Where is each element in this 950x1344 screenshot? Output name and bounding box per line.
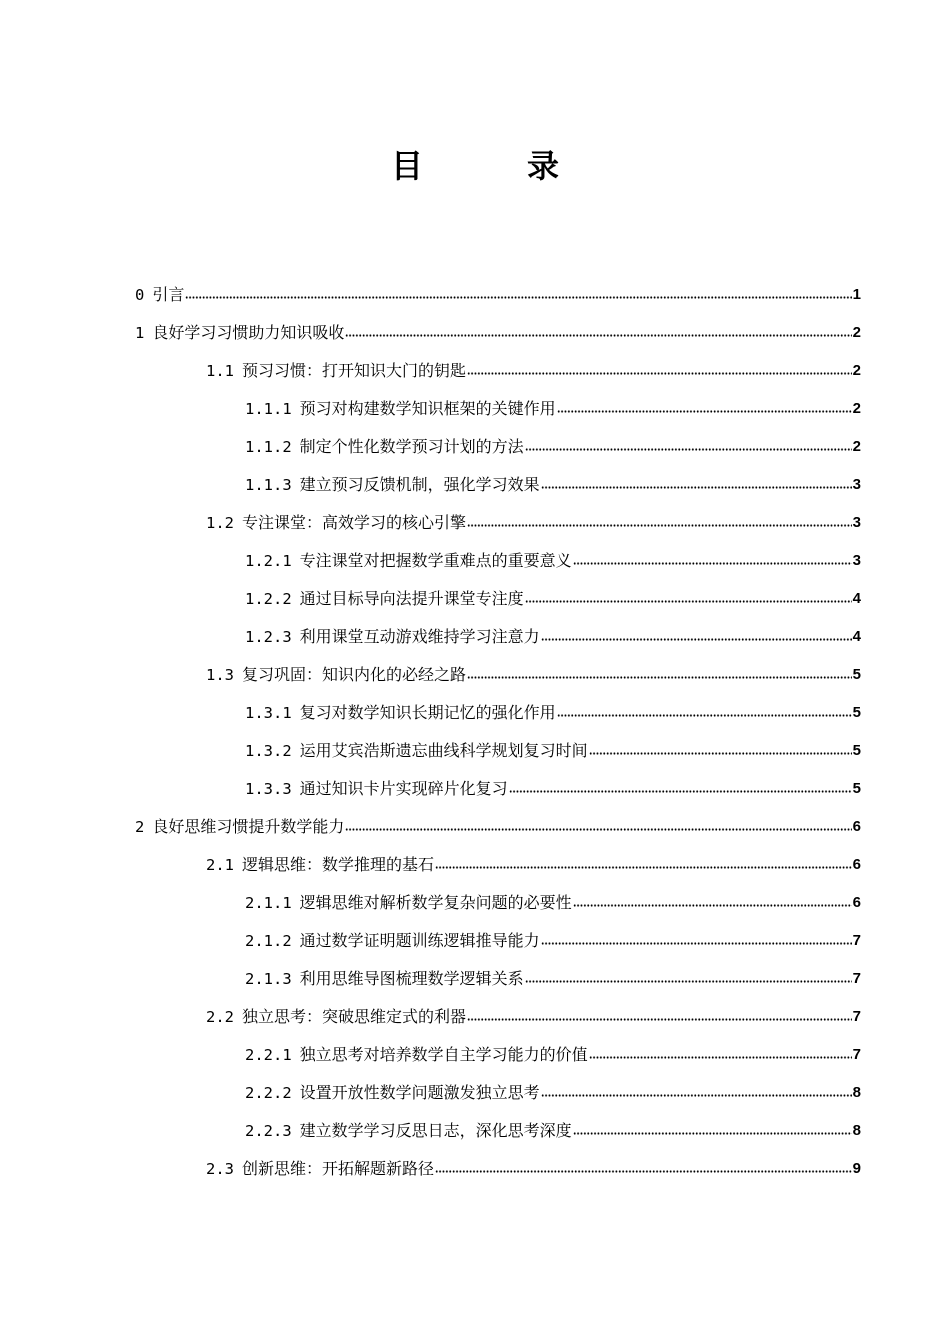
- toc-entry-title: 建立数学学习反思日志，深化思考深度: [299, 1121, 572, 1140]
- toc-entry-page: 6: [852, 856, 861, 873]
- dot-leader: [573, 904, 852, 907]
- toc-entry[interactable]: [206, 352, 861, 390]
- dot-leader: [435, 1170, 852, 1173]
- toc-entry-title: 良好学习习惯助力知识吸收: [152, 323, 345, 342]
- dot-leader: [589, 752, 852, 755]
- dot-leader: [541, 486, 852, 489]
- dot-leader: [467, 524, 852, 527]
- toc-entry-number: 1.2.2: [245, 590, 292, 608]
- toc-entry-title: 复习巩固：知识内化的必经之路: [242, 665, 467, 684]
- toc-entry-number: 1.1.1: [245, 400, 292, 418]
- toc-entry-page: 6: [852, 818, 861, 835]
- toc-entry-number: 1.3.3: [245, 780, 292, 798]
- toc-entry-number: 2.2.2: [245, 1084, 292, 1102]
- toc-entry-title: 制定个性化数学预习计划的方法: [299, 437, 524, 456]
- toc-entry[interactable]: [135, 276, 861, 314]
- toc-entry-title: 引言: [152, 285, 185, 304]
- toc-entry-number: 1.2: [206, 514, 234, 532]
- toc-entry-title: 专注课堂对把握数学重难点的重要意义: [299, 551, 572, 570]
- toc-entry-page: 2: [852, 362, 861, 379]
- toc-entry[interactable]: [245, 1112, 861, 1150]
- dot-leader: [525, 600, 852, 603]
- toc-entry-title: 良好思维习惯提升数学能力: [152, 817, 345, 836]
- toc-entry-page: 2: [852, 400, 861, 417]
- toc-entry[interactable]: [245, 1074, 861, 1112]
- toc-entry-title: 专注课堂：高效学习的核心引擎: [242, 513, 467, 532]
- toc-entry-number: 0: [135, 286, 145, 304]
- toc-entry-number: 1.1: [206, 362, 234, 380]
- toc-entry-page: 5: [852, 742, 861, 759]
- toc-entry[interactable]: [245, 428, 861, 466]
- toc-entry-page: 2: [852, 438, 861, 455]
- toc-entry-title: 运用艾宾浩斯遗忘曲线科学规划复习时间: [299, 741, 588, 760]
- toc-entry-number: 2.2.3: [245, 1122, 292, 1140]
- toc-entry-title: 建立预习反馈机制，强化学习效果: [299, 475, 540, 494]
- toc-entry-number: 2: [135, 818, 145, 836]
- toc-entry-number: 1.1.3: [245, 476, 292, 494]
- dot-leader: [345, 828, 851, 831]
- toc-entry-number: 2.3: [206, 1160, 234, 1178]
- toc-entry-title: 通过数学证明题训练逻辑推导能力: [299, 931, 540, 950]
- toc-entry-title: 逻辑思维对解析数学复杂问题的必要性: [299, 893, 572, 912]
- toc-entry-page: 5: [852, 704, 861, 721]
- toc-entry-page: 3: [852, 552, 861, 569]
- dot-leader: [467, 676, 852, 679]
- toc-entry-number: 2.2.1: [245, 1046, 292, 1064]
- toc-entry[interactable]: [206, 846, 861, 884]
- toc-entry-title: 预习对构建数学知识框架的关键作用: [299, 399, 556, 418]
- toc-entry[interactable]: [245, 732, 861, 770]
- toc-entry-page: 8: [852, 1122, 861, 1139]
- toc-entry-title: 通过目标导向法提升课堂专注度: [299, 589, 524, 608]
- toc-entry-number: 1.2.3: [245, 628, 292, 646]
- toc-entry[interactable]: [245, 922, 861, 960]
- toc-entry-page: 8: [852, 1084, 861, 1101]
- toc-entry-number: 2.1: [206, 856, 234, 874]
- toc-entry-page: 6: [852, 894, 861, 911]
- toc-entry-number: 1.3: [206, 666, 234, 684]
- toc-entry-page: 7: [852, 970, 861, 987]
- toc-entry-page: 5: [852, 666, 861, 683]
- toc-entry-title: 预习习惯：打开知识大门的钥匙: [242, 361, 467, 380]
- toc-entry-page: 4: [852, 628, 861, 645]
- toc-entry-number: 1.2.1: [245, 552, 292, 570]
- dot-leader: [541, 942, 852, 945]
- toc-entry-page: 5: [852, 780, 861, 797]
- toc-entry-title: 利用思维导图梳理数学逻辑关系: [299, 969, 524, 988]
- toc-entry[interactable]: [135, 808, 861, 846]
- toc-entry[interactable]: [206, 1150, 861, 1188]
- toc-entry-page: 3: [852, 476, 861, 493]
- toc-entry-page: 3: [852, 514, 861, 531]
- toc-entry[interactable]: [245, 1036, 861, 1074]
- toc-entry-page: 1: [852, 286, 861, 303]
- dot-leader: [557, 714, 852, 717]
- toc-entry-title: 逻辑思维：数学推理的基石: [242, 855, 435, 874]
- toc-entry-number: 2.1.3: [245, 970, 292, 988]
- toc-entry-page: 9: [852, 1160, 861, 1177]
- dot-leader: [467, 372, 852, 375]
- dot-leader: [467, 1018, 852, 1021]
- toc-entry-number: 1.3.1: [245, 704, 292, 722]
- toc-entry-number: 2.1.1: [245, 894, 292, 912]
- toc-entry-title: 创新思维：开拓解题新路径: [242, 1159, 435, 1178]
- dot-leader: [525, 980, 852, 983]
- dot-leader: [185, 296, 851, 299]
- toc-entry[interactable]: [245, 960, 861, 998]
- page-title: 目 录: [390, 147, 595, 185]
- toc-entry[interactable]: [245, 466, 861, 504]
- dot-leader: [541, 1094, 852, 1097]
- dot-leader: [541, 638, 852, 641]
- toc-entry[interactable]: [245, 390, 861, 428]
- toc-entry-title: 复习对数学知识长期记忆的强化作用: [299, 703, 556, 722]
- toc-entry[interactable]: [245, 694, 861, 732]
- dot-leader: [589, 1056, 852, 1059]
- toc-entry[interactable]: [206, 656, 861, 694]
- toc-entry-title: 独立思考：突破思维定式的利器: [242, 1007, 467, 1026]
- dot-leader: [573, 1132, 852, 1135]
- toc-entry-page: 7: [852, 1008, 861, 1025]
- toc-entry-number: 2.2: [206, 1008, 234, 1026]
- toc-entry[interactable]: [245, 770, 861, 808]
- toc-entry-title: 通过知识卡片实现碎片化复习: [299, 779, 508, 798]
- dot-leader: [573, 562, 852, 565]
- dot-leader: [345, 334, 851, 337]
- toc-entry-number: 2.1.2: [245, 932, 292, 950]
- toc-entry[interactable]: [245, 542, 861, 580]
- toc-entry[interactable]: [245, 618, 861, 656]
- dot-leader: [557, 410, 852, 413]
- toc-entry-number: 1.3.2: [245, 742, 292, 760]
- toc-entry-title: 设置开放性数学问题激发独立思考: [299, 1083, 540, 1102]
- toc-entry[interactable]: [245, 884, 861, 922]
- dot-leader: [509, 790, 852, 793]
- toc-entry-page: 7: [852, 932, 861, 949]
- toc-entry-number: 1: [135, 324, 145, 342]
- dot-leader: [525, 448, 852, 451]
- toc-entry-page: 4: [852, 590, 861, 607]
- toc-entry-title: 利用课堂互动游戏维持学习注意力: [299, 627, 540, 646]
- dot-leader: [435, 866, 852, 869]
- toc-entry[interactable]: [206, 504, 861, 542]
- toc-entry-number: 1.1.2: [245, 438, 292, 456]
- toc-entry[interactable]: [245, 580, 861, 618]
- toc-entry-title: 独立思考对培养数学自主学习能力的价值: [299, 1045, 588, 1064]
- toc-entry[interactable]: [206, 998, 861, 1036]
- toc-entry[interactable]: [135, 314, 861, 352]
- toc-entry-page: 7: [852, 1046, 861, 1063]
- toc-entry-page: 2: [852, 324, 861, 341]
